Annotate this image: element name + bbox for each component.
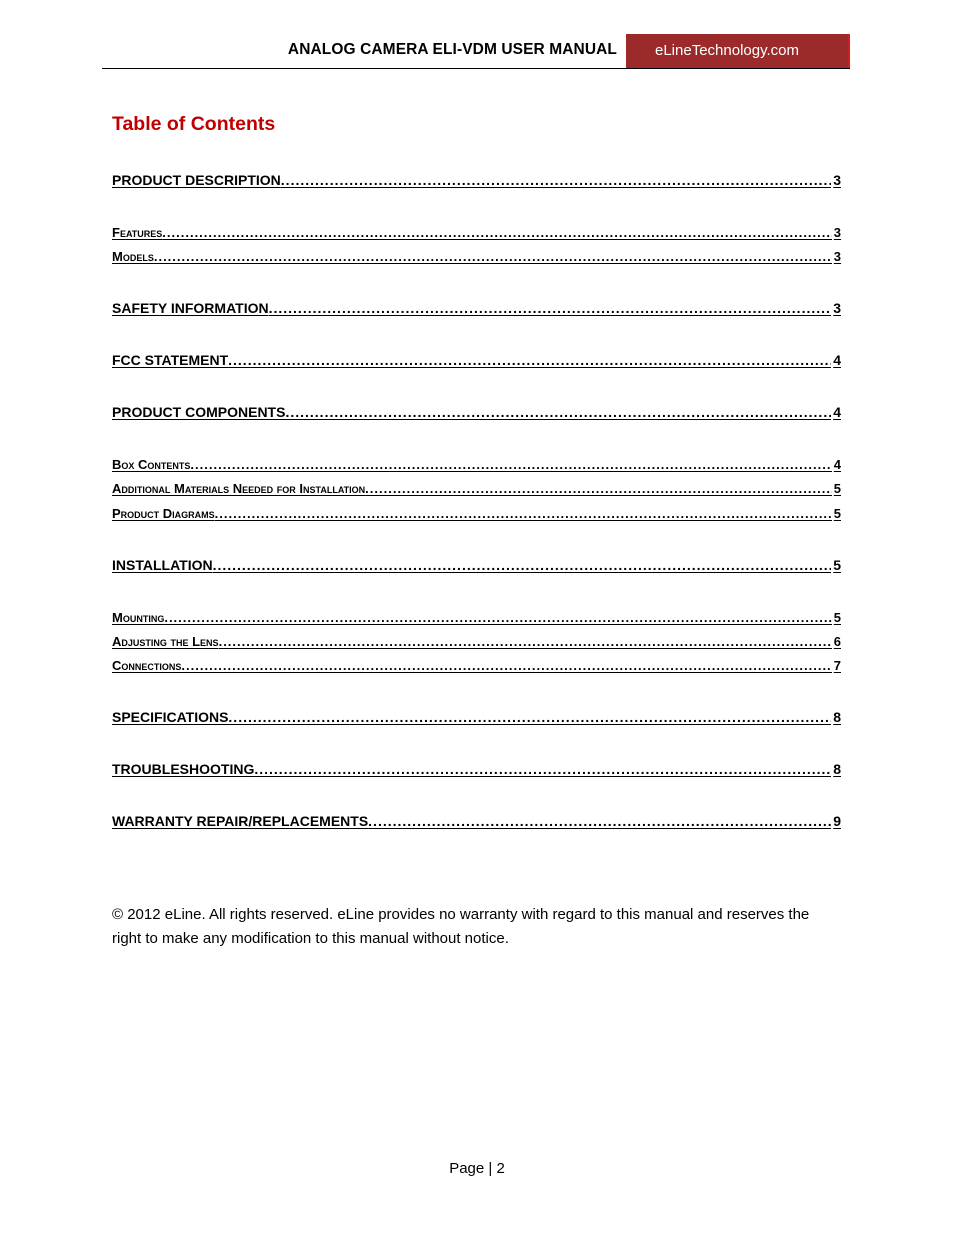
- toc-entry-page: 3: [833, 172, 841, 188]
- toc-entry-installation[interactable]: [112, 557, 841, 573]
- toc-entry-fcc-statement[interactable]: [112, 352, 841, 368]
- toc-entry-label: Features: [112, 225, 163, 240]
- page-number: Page | 2: [449, 1160, 505, 1177]
- toc-entry-label: SAFETY INFORMATION: [112, 300, 269, 316]
- toc-dot-leader: [269, 300, 832, 316]
- toc-entry-label: WARRANTY REPAIR/REPLACEMENTS: [112, 813, 369, 829]
- toc-dot-leader: [219, 634, 832, 649]
- toc-entry-mounting[interactable]: [112, 610, 841, 625]
- toc-entry-page: 3: [833, 249, 841, 264]
- toc-entry-label: Mounting: [112, 610, 165, 625]
- toc-entry-page: 9: [833, 813, 841, 829]
- toc-dot-leader: [181, 658, 831, 673]
- toc-entry-page: 5: [833, 506, 841, 521]
- toc-entry-models[interactable]: [112, 249, 841, 264]
- toc-entry-label: Connections: [112, 658, 182, 673]
- toc-dot-leader: [190, 457, 831, 472]
- document-title: ANALOG CAMERA ELI-VDM USER MANUAL: [287, 41, 617, 58]
- toc-entry-page: 8: [833, 709, 841, 725]
- toc-entry-page: 5: [833, 557, 841, 573]
- toc-entry-label: Box Contents: [112, 457, 191, 472]
- toc-entry-label: TROUBLESHOOTING: [112, 761, 255, 777]
- toc-dot-leader: [154, 249, 832, 264]
- toc-heading: Table of Contents: [112, 113, 276, 135]
- copyright-notice: © 2012 eLine. All rights reserved. eLine provides no warranty with regard to this manual and reserves the right to make any modification to this manual without notice.: [112, 906, 810, 947]
- header-divider: [102, 68, 850, 69]
- toc-entry-label: Product Diagrams: [112, 506, 215, 521]
- toc-dot-leader: [164, 610, 831, 625]
- toc-entry-label: PRODUCT DESCRIPTION: [112, 172, 281, 188]
- toc-entry-page: 3: [833, 300, 841, 316]
- toc-dot-leader: [254, 761, 831, 777]
- toc-entry-page: 4: [833, 457, 841, 472]
- toc-entry-adjusting-the-lens[interactable]: [112, 634, 841, 649]
- toc-entry-label: Models: [112, 249, 154, 264]
- toc-dot-leader: [365, 481, 832, 496]
- toc-entry-page: 7: [833, 658, 841, 673]
- toc-entry-page: 4: [833, 352, 841, 368]
- toc-entry-features[interactable]: [112, 225, 841, 240]
- toc-dot-leader: [213, 557, 832, 573]
- toc-entry-troubleshooting[interactable]: [112, 761, 841, 777]
- toc-dot-leader: [162, 225, 831, 240]
- toc-dot-leader: [368, 813, 831, 829]
- toc-entry-additional-materials[interactable]: [112, 481, 841, 496]
- toc-dot-leader: [228, 709, 831, 725]
- toc-dot-leader: [215, 506, 832, 521]
- toc-entry-page: 6: [833, 634, 841, 649]
- toc-entry-safety-information[interactable]: [112, 300, 841, 316]
- toc-entry-label: PRODUCT COMPONENTS: [112, 404, 286, 420]
- toc-entry-label: Adjusting the Lens: [112, 634, 219, 649]
- toc-entry-label: INSTALLATION: [112, 557, 213, 573]
- toc-entry-page: 4: [833, 404, 841, 420]
- toc-entry-label: Additional Materials Needed for Installation: [112, 481, 366, 496]
- toc-entry-label: SPECIFICATIONS: [112, 709, 229, 725]
- toc-entry-label: FCC STATEMENT: [112, 352, 229, 368]
- toc-dot-leader: [281, 172, 831, 188]
- toc-dot-leader: [285, 404, 831, 420]
- toc-entry-product-diagrams[interactable]: [112, 506, 841, 521]
- toc-entry-page: 8: [833, 761, 841, 777]
- toc-entry-specifications[interactable]: [112, 709, 841, 725]
- toc-entry-page: 3: [833, 225, 841, 240]
- website-badge: eLineTechnology.com: [626, 34, 850, 68]
- toc-entry-connections[interactable]: [112, 658, 841, 673]
- toc-entry-warranty-repair-replacements[interactable]: [112, 813, 841, 829]
- toc-entry-page: 5: [833, 481, 841, 496]
- toc-entry-page: 5: [833, 610, 841, 625]
- toc-entry-box-contents[interactable]: [112, 457, 841, 472]
- toc-dot-leader: [228, 352, 831, 368]
- toc-entry-product-components[interactable]: [112, 404, 841, 420]
- toc-entry-product-description[interactable]: [112, 172, 841, 188]
